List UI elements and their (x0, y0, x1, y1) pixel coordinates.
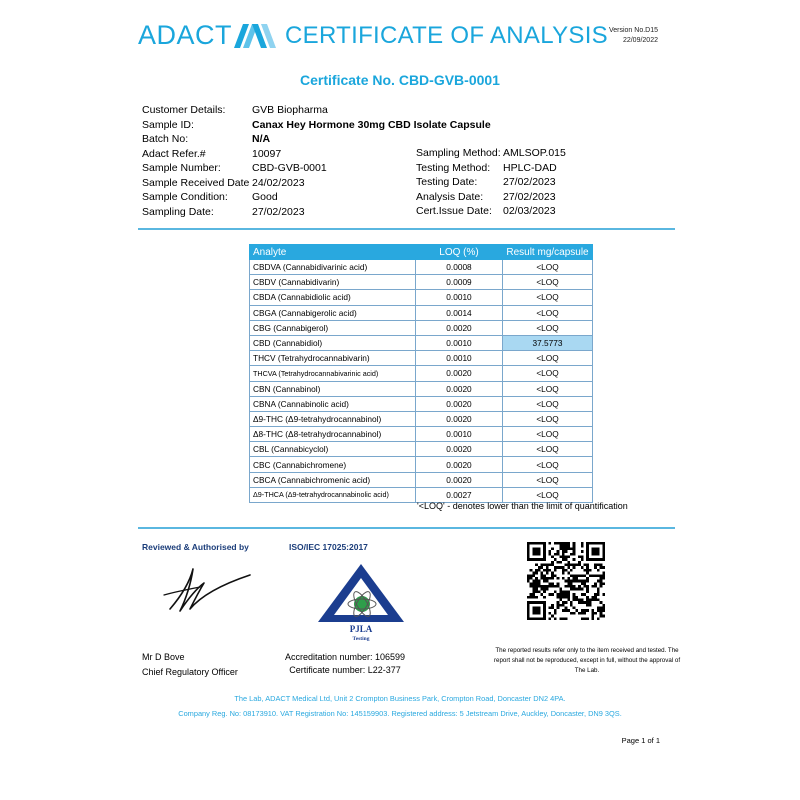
accreditation-block (260, 651, 430, 677)
cell-analyte: CBD (Cannabidiol) (250, 335, 416, 350)
signer-title: Chief Regulatory Officer (142, 667, 238, 677)
cell-loq: 0.0027 (416, 487, 503, 502)
reviewed-label: Reviewed & Authorised by (142, 542, 249, 552)
document-title: CERTIFICATE OF ANALYSIS (285, 22, 608, 49)
details-right-labels (416, 146, 501, 219)
cell-loq: 0.0014 (416, 305, 503, 320)
cell-result: <LOQ (503, 457, 593, 472)
detail-label: Adact Refer.# (142, 147, 206, 160)
qr-code-icon (527, 542, 605, 620)
results-body (250, 260, 593, 503)
detail-label: Sample Received Date (142, 176, 250, 189)
cell-result: <LOQ (503, 290, 593, 305)
accreditation-number: Accreditation number: 106599 (284, 652, 406, 662)
cell-loq: 0.0020 (416, 320, 503, 335)
cell-loq: 0.0020 (416, 396, 503, 411)
cell-analyte: CBN (Cannabinol) (250, 381, 416, 396)
pjla-logo-subtext: Testing (352, 636, 370, 642)
cell-result: <LOQ (503, 472, 593, 487)
version-info (590, 26, 658, 46)
cell-loq: 0.0020 (416, 411, 503, 426)
cell-result: <LOQ (503, 381, 593, 396)
table-row (250, 260, 593, 275)
table-row (250, 381, 593, 396)
detail-label: Testing Date: (416, 176, 478, 188)
iso-label: ISO/IEC 17025:2017 (289, 542, 368, 552)
loq-note: '<LOQ' - denotes lower than the limit of quantification (417, 501, 628, 511)
details-left-labels (142, 103, 249, 219)
cell-result: <LOQ (503, 351, 593, 366)
detail-value-issue-date: 02/03/2023 (503, 205, 556, 217)
footer-address: The Lab, ADACT Medical Ltd, Unit 2 Crompton Business Park, Crompton Road, Doncaster DN2 4PA. (234, 694, 566, 703)
detail-label: Sampling Date: (142, 205, 214, 218)
cell-result: <LOQ (503, 260, 593, 275)
cell-result: <LOQ (503, 442, 593, 457)
detail-label: Sample Condition: (142, 191, 228, 203)
detail-value-sampling-date: 27/02/2023 (252, 205, 305, 218)
details-right-values (503, 146, 566, 219)
signature-icon (160, 565, 255, 615)
cell-result: <LOQ (503, 411, 593, 426)
results-table (249, 244, 593, 503)
cell-loq: 0.0010 (416, 351, 503, 366)
divider (138, 228, 675, 230)
detail-label: Cert.Issue Date: (416, 205, 492, 217)
detail-label: Analysis Date: (416, 190, 484, 203)
table-row (250, 396, 593, 411)
adact-logo-icon (232, 20, 278, 50)
detail-value-customer: GVB Biopharma (252, 104, 328, 116)
cell-analyte: CBDV (Cannabidivarin) (250, 275, 416, 290)
version-date: 22/09/2022 (622, 37, 658, 44)
cell-analyte: Δ8-THC (Δ8-tetrahydrocannabinol) (250, 427, 416, 442)
disclaimer: The reported results refer only to the item received and tested. The report shall not be reproduced, except in full, without the approval of The Lab. (493, 647, 681, 674)
cell-loq: 0.0010 (416, 335, 503, 350)
pjla-logo-text: PJLA (349, 624, 373, 634)
detail-value-testing-method: HPLC-DAD (503, 161, 557, 174)
column-header-loq: LOQ (%) (416, 245, 503, 260)
detail-value-condition: Good (252, 191, 278, 203)
certificate-number-accred: Certificate number: L22-377 (289, 665, 401, 675)
detail-label: Customer Details: (142, 104, 226, 116)
cell-result: <LOQ (503, 305, 593, 320)
cell-analyte: Δ9-THCA (Δ9-tetrahydrocannabinolic acid) (250, 487, 416, 502)
detail-label: Batch No: (142, 133, 189, 145)
detail-value-sample-number: CBD-GVB-0001 (252, 162, 327, 174)
table-row (250, 457, 593, 472)
detail-value-batch: N/A (252, 133, 271, 145)
cell-loq: 0.0009 (416, 275, 503, 290)
cell-analyte: CBC (Cannabichromene) (250, 457, 416, 472)
cell-loq: 0.0020 (416, 381, 503, 396)
signer-block (142, 650, 238, 680)
table-row (250, 442, 593, 457)
cell-result: 37.5773 (503, 335, 593, 350)
detail-value-received: 24/02/2023 (252, 176, 305, 189)
footer-registration: Company Reg. No: 08173910. VAT Registration No: 145159903. Registered address: 5 Jetstream Drive, Auckley, Doncaster, DN9 3QS. (178, 709, 622, 718)
detail-label: Testing Method: (416, 161, 491, 174)
table-row (250, 351, 593, 366)
brand-name: ADACT (138, 20, 233, 50)
detail-value-sampling-method: AMLSOP.015 (503, 147, 566, 159)
cell-loq: 0.0010 (416, 427, 503, 442)
pjla-logo-icon (314, 562, 408, 642)
table-row (250, 335, 593, 350)
page-number: Page 1 of 1 (621, 736, 660, 745)
detail-label: Sample ID: (142, 118, 194, 131)
detail-value-testing-date: 27/02/2023 (503, 176, 556, 188)
detail-value-analysis-date: 27/02/2023 (503, 190, 556, 203)
cell-analyte: CBDVA (Cannabidivarinic acid) (250, 260, 416, 275)
cell-analyte: CBG (Cannabigerol) (250, 320, 416, 335)
table-row (250, 305, 593, 320)
cell-analyte: CBCA (Cannabichromenic acid) (250, 472, 416, 487)
cell-result: <LOQ (503, 487, 593, 502)
column-header-analyte: Analyte (250, 245, 416, 260)
detail-value-ref: 10097 (252, 147, 282, 160)
cell-analyte: CBDA (Cannabidiolic acid) (250, 290, 416, 305)
cell-analyte: CBL (Cannabicyclol) (250, 442, 416, 457)
table-row (250, 320, 593, 335)
column-header-result: Result mg/capsule (503, 245, 593, 260)
table-row (250, 366, 593, 381)
cell-analyte: THCVA (Tetrahydrocannabivarinic acid) (250, 366, 416, 381)
certificate-number: Certificate No. CBD-GVB-0001 (300, 72, 500, 88)
cell-loq: 0.0008 (416, 260, 503, 275)
cell-loq: 0.0020 (416, 442, 503, 457)
cell-result: <LOQ (503, 427, 593, 442)
cell-result: <LOQ (503, 275, 593, 290)
table-row (250, 290, 593, 305)
table-row (250, 411, 593, 426)
divider (138, 527, 675, 529)
table-row (250, 427, 593, 442)
cell-analyte: CBNA (Cannabinolic acid) (250, 396, 416, 411)
detail-label: Sampling Method: (416, 147, 501, 159)
cell-result: <LOQ (503, 320, 593, 335)
table-row (250, 275, 593, 290)
signer-name: Mr D Bove (142, 652, 185, 662)
cell-analyte: THCV (Tetrahydrocannabivarin) (250, 351, 416, 366)
cell-analyte: Δ9-THC (Δ9-tetrahydrocannabinol) (250, 411, 416, 426)
detail-value-sample-id: Canax Hey Hormone 30mg CBD Isolate Capsule (252, 118, 491, 131)
version-number: Version No.D15 (608, 27, 658, 34)
cell-loq: 0.0020 (416, 457, 503, 472)
table-row (250, 472, 593, 487)
cell-result: <LOQ (503, 396, 593, 411)
cell-analyte: CBGA (Cannabigerolic acid) (250, 305, 416, 320)
cell-loq: 0.0010 (416, 290, 503, 305)
detail-label: Sample Number: (142, 162, 221, 174)
cell-loq: 0.0020 (416, 472, 503, 487)
cell-loq: 0.0020 (416, 366, 503, 381)
cell-result: <LOQ (503, 366, 593, 381)
table-header-row (250, 245, 593, 260)
